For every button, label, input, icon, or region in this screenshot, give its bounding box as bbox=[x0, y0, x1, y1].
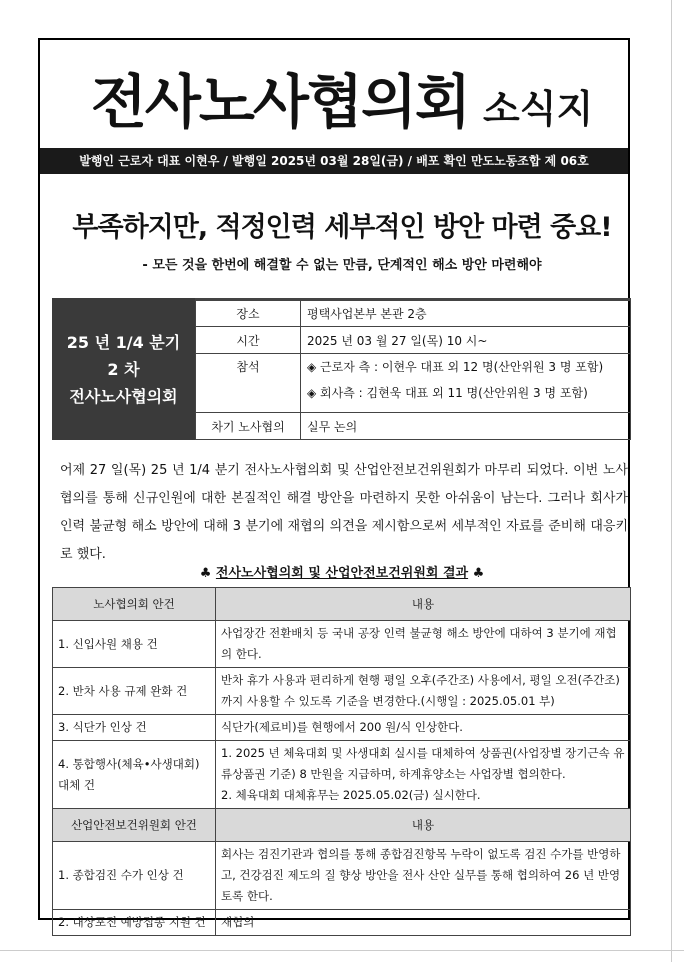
subheadline: - 모든 것을 한번에 해결할 수 없는 만큼, 단계적인 해소 방안 마련해야 bbox=[142, 258, 542, 273]
club-suit-icon: ♣ bbox=[199, 566, 212, 581]
table-row bbox=[53, 715, 631, 741]
header-cell: 산업안전보건위원회 안건 bbox=[53, 809, 216, 842]
content-line: 2. 체육대회 대체휴무는 2025.05.02(금) 실시한다. bbox=[221, 788, 481, 802]
agenda-item: 2. 대상포진 예방접종 지원 건 bbox=[53, 910, 216, 936]
table-row bbox=[53, 842, 631, 910]
meeting-name-line: 전사노사협의회 bbox=[69, 386, 178, 406]
table-row bbox=[53, 668, 631, 715]
agenda-content: 사업장간 전환배치 등 국내 공장 인력 불균형 해소 방안에 대하여 3 분기에 재협의 한다. bbox=[216, 621, 631, 668]
table-header-row bbox=[53, 809, 631, 842]
meeting-value: 평택사업본부 본관 2층 bbox=[301, 300, 631, 327]
meeting-row-attendees bbox=[196, 354, 631, 413]
meeting-name-line: 2 차 bbox=[107, 359, 140, 379]
agenda-content: 반차 휴가 사용과 편리하게 현행 평일 오후(주간조) 사용에서, 평일 오전(주간조)까지 사용할 수 있도록 기준을 변경한다.(시행일 : 2025.05.01 부) bbox=[216, 668, 631, 715]
agenda-content: 회사는 검진기관과 협의를 통해 종합검진항목 누락이 없도록 검진 수가를 반영하고, 건강검진 제도의 질 향상 방안을 전사 산안 실무를 통해 협의하여 26 년 반영토록 한다. bbox=[216, 842, 631, 910]
attendee-company: ◈ 회사측 : 김현욱 대표 외 11 명(산안위원 3 명 포함) bbox=[307, 386, 588, 400]
header-cell: 내용 bbox=[216, 809, 631, 842]
header-cell: 내용 bbox=[216, 588, 631, 621]
header-cell: 노사협의회 안건 bbox=[53, 588, 216, 621]
table-header-row bbox=[53, 588, 631, 621]
agenda-item: 2. 반차 사용 규제 완화 건 bbox=[53, 668, 216, 715]
agenda-item: 3. 식단가 인상 건 bbox=[53, 715, 216, 741]
results-section-title bbox=[0, 562, 684, 581]
content-line: 1. 2025 년 체육대회 및 사생대회 실시를 대체하여 상품권(사업장별 장기근속 유류상품권 기준) 8 만원을 지급하며, 하계휴양소는 사업장별 협의한다. bbox=[221, 746, 625, 781]
table-row bbox=[53, 621, 631, 668]
attendee-labor: ◈ 근로자 측 : 이현우 대표 외 12 명(산안위원 3 명 포함) bbox=[307, 360, 604, 374]
meeting-name-box bbox=[52, 298, 195, 440]
meeting-value bbox=[301, 354, 631, 413]
agenda-content: 재협의 bbox=[216, 910, 631, 936]
page-edge-right bbox=[671, 0, 672, 962]
meeting-info-table bbox=[195, 298, 631, 440]
meeting-row-place bbox=[196, 300, 631, 327]
headline: 부족하지만, 적정인력 세부적인 방안 마련 중요! bbox=[72, 212, 612, 243]
meeting-name-line: 25 년 1/4 분기 bbox=[66, 332, 181, 352]
page-edge-bottom bbox=[0, 950, 684, 951]
meeting-key: 장소 bbox=[196, 300, 301, 327]
agenda-content bbox=[216, 741, 631, 809]
table-row bbox=[53, 910, 631, 936]
table-row bbox=[53, 741, 631, 809]
meeting-key: 차기 노사협의 bbox=[196, 413, 301, 440]
meeting-key: 시간 bbox=[196, 327, 301, 354]
club-suit-icon: ♣ bbox=[472, 566, 485, 581]
agenda-item: 1. 신입사원 채용 건 bbox=[53, 621, 216, 668]
meeting-value: 실무 논의 bbox=[301, 413, 631, 440]
publication-bar: 발행인 근로자 대표 이현우 / 발행일 2025년 03월 28일(금) / 배포 확인 만도노동조합 제 06호 bbox=[40, 148, 628, 174]
meeting-row-time bbox=[196, 327, 631, 354]
meeting-key: 참석 bbox=[196, 354, 301, 413]
results-table bbox=[52, 587, 631, 936]
title-main: 전사노사협의회 bbox=[90, 68, 470, 136]
newsletter-title bbox=[0, 55, 684, 139]
results-title-text: 전사노사협의회 및 산업안전보건위원회 결과 bbox=[215, 566, 469, 581]
agenda-content: 식단가(제료비)를 현행에서 200 원/식 인상한다. bbox=[216, 715, 631, 741]
meeting-row-next bbox=[196, 413, 631, 440]
agenda-item: 4. 통합행사(체육•사생대회) 대체 건 bbox=[53, 741, 216, 809]
title-sub: 소식지 bbox=[483, 87, 594, 131]
meeting-value: 2025 년 03 월 27 일(목) 10 시~ bbox=[301, 327, 631, 354]
agenda-item: 1. 종합검진 수가 인상 건 bbox=[53, 842, 216, 910]
intro-paragraph: 어제 27 일(목) 25 년 1/4 분기 전사노사협의회 및 산업안전보건위원회가 마무리 되었다. 이번 노사협의를 통해 신규인원에 대한 본질적인 해결 방안을 마련하지 못한 아쉬움이 남는다. 그러나 회사가 인력 불균형 해소 방안에 대해 3 분기에 재협의 의견을 제시함으로써 세부적인 자료를 준비해 대응키로 했다. bbox=[60, 463, 628, 562]
